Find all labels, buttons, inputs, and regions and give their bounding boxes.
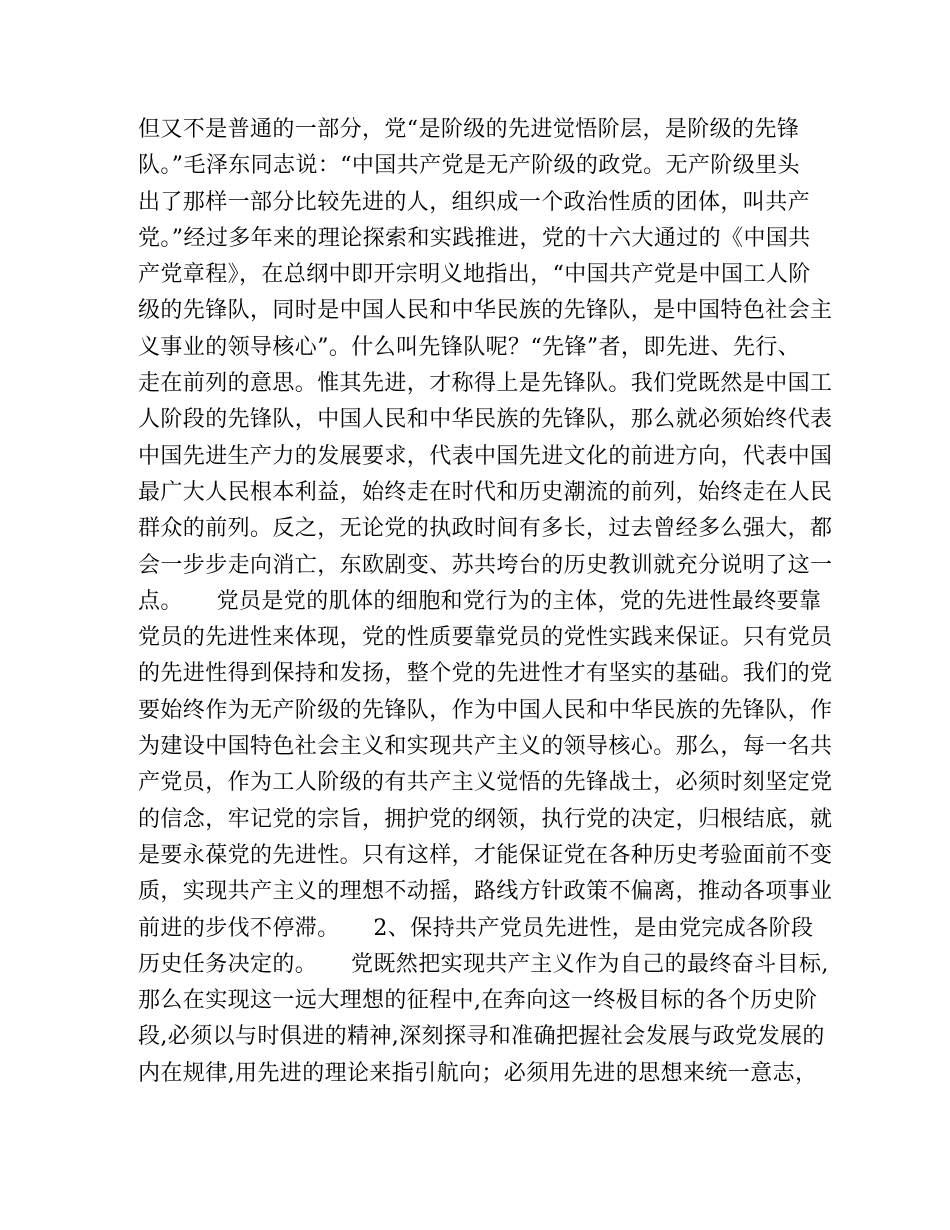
text-line: 历史任务决定的。 党既然把实现共产主义作为自己的最终奋斗目标, [138, 951, 829, 977]
text-line: 段,必须以与时俱进的精神,深刻探寻和准确把握社会发展与政党发展的 [138, 1024, 825, 1050]
text-line: 产党员，作为工人阶级的有共产主义觉悟的先锋战士，必须时刻坚定党 [138, 770, 833, 796]
text-line: 产党章程》，在总纲中即开宗明义地指出，“中国共产党是中国工人阶 [138, 262, 811, 288]
body-text [138, 112, 838, 1092]
text-line: 那么在实现这一远大理想的征程中,在奔向这一终极目标的各个历史阶 [138, 988, 818, 1014]
text-line: 要始终作为无产阶级的先锋队，作为中国人民和中华民族的先锋队，作 [138, 697, 833, 723]
text-line: 党。”经过多年来的理论探索和实践推进，党的十六大通过的《中国共 [138, 225, 811, 251]
text-line: 为建设中国特色社会主义和实现共产主义的领导核心。那么，每一名共 [138, 734, 833, 760]
text-line: 的信念，牢记党的宗旨，拥护党的纲领，执行党的决定，归根结底，就 [138, 806, 833, 832]
text-line: 是要永葆党的先进性。只有这样，才能保证党在各种历史考验面前不变 [138, 842, 833, 868]
text-line: 的先进性得到保持和发扬，整个党的先进性才有坚实的基础。我们的党 [138, 661, 833, 687]
text-line: 走在前列的意思。惟其先进，才称得上是先锋队。我们党既然是中国工 [138, 371, 833, 397]
text-line: 出了那样一部分比较先进的人，组织成一个政治性质的团体，叫共产 [138, 189, 811, 215]
text-line: 群众的前列。反之，无论党的执政时间有多长，过去曾经多么强大，都 [138, 516, 833, 542]
text-line: 级的先锋队，同时是中国人民和中华民族的先锋队，是中国特色社会主 [138, 298, 833, 324]
text-line: 最广大人民根本利益，始终走在时代和历史潮流的前列，始终走在人民 [138, 479, 833, 505]
text-line: 质，实现共产主义的理想不动摇，路线方针政策不偏离，推动各项事业 [138, 879, 833, 905]
text-line: 会一步步走向消亡，东欧剧变、苏共垮台的历史教训就充分说明了这一 [138, 552, 833, 578]
text-line: 队。”毛泽东同志说：“中国共产党是无产阶级的政党。无产阶级里头 [138, 153, 800, 179]
text-line: 中国先进生产力的发展要求，代表中国先进文化的前进方向，代表中国 [138, 443, 833, 469]
text-line: 前进的步伐不停滞。 2、保持共产党员先进性，是由党完成各阶段 [138, 915, 814, 941]
text-line: 人阶段的先锋队，中国人民和中华民族的先锋队，那么就必须始终代表 [138, 407, 833, 433]
text-line: 义事业的领导核心”。什么叫先锋队呢？“先锋”者，即先进、先行、 [138, 334, 801, 360]
text-line: 但又不是普通的一部分，党“是阶级的先进觉悟阶层，是阶级的先锋 [138, 117, 800, 142]
text-line: 党员的先进性来体现，党的性质要靠党员的党性实践来保证。只有党员 [138, 625, 833, 651]
text-line: 内在规律,用先进的理论来指引航向；必须用先进的思想来统一意志， [138, 1060, 818, 1086]
text-line: 点。 党员是党的肌体的细胞和党行为的主体，党的先进性最终要靠 [138, 588, 822, 614]
